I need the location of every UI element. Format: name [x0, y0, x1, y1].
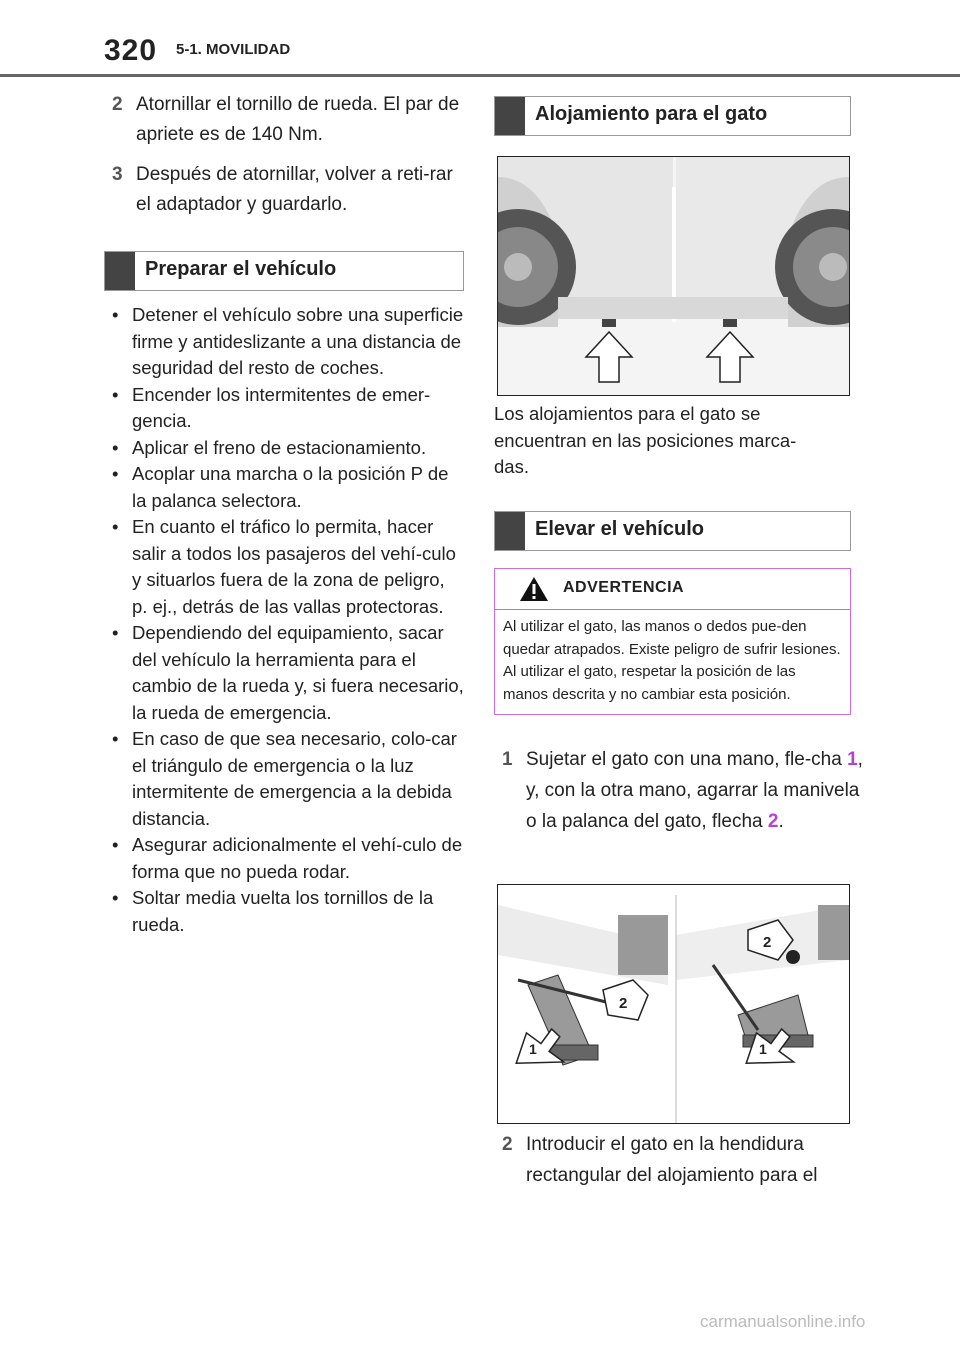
- step-text-part: , y, con la otra mano, agarrar la manivela o la palanca del gato, flecha: [526, 749, 863, 832]
- list-item: • Acoplar una marcha o la posición P de la palanca selectora.: [104, 461, 464, 514]
- left-column: [104, 90, 464, 230]
- list-item: • Soltar media vuelta los tornillos de la rueda.: [104, 885, 464, 938]
- heading-text: Preparar el vehículo: [145, 258, 337, 280]
- step-text: Introducir el gato en la hendidura rectangular del alojamiento para el: [526, 1134, 818, 1186]
- warning-text: Al utilizar el gato, las manos o dedos pue-den quedar atrapados. Existe peligro de sufrir lesiones. Al utilizar el gato, respetar la posición de las manos descrita y no cambiar esta posición.: [503, 618, 841, 703]
- bullet-list-container: [104, 302, 464, 938]
- heading-alojamiento-gato: [494, 96, 851, 136]
- step-text-part: .: [778, 811, 784, 832]
- step-2: [104, 90, 464, 150]
- step-number: 2: [112, 94, 123, 115]
- list-item: • Asegurar adicionalmente el vehí-culo de forma que no pueda rodar.: [104, 832, 464, 885]
- watermark: carmanualsonline.info: [700, 1312, 866, 1331]
- svg-text:1: 1: [529, 1041, 537, 1057]
- heading-text: Elevar el vehículo: [535, 518, 704, 540]
- list-item: • En caso de que sea necesario, colo-car el triángulo de emergencia o la luz intermitente de emergencia a la debida distancia.: [104, 726, 464, 832]
- car-side-illustration: [498, 157, 849, 395]
- step-text-part: Sujetar el gato con una mano, fle-cha: [526, 749, 848, 770]
- figure-jack-hold: [497, 884, 850, 1124]
- heading-bar: [495, 97, 525, 135]
- svg-text:2: 2: [619, 995, 628, 1012]
- heading-bar: [495, 512, 525, 550]
- warning-box: [494, 568, 851, 715]
- svg-text:2: 2: [763, 934, 772, 951]
- list-item: • Aplicar el freno de estacionamiento.: [104, 435, 464, 462]
- section-title: 5-1. MOVILIDAD: [176, 41, 291, 58]
- page-header: [0, 0, 960, 78]
- warning-header: [495, 569, 850, 610]
- step-1: [494, 744, 866, 837]
- jack-illustration: [498, 885, 849, 1123]
- step-text: Atornillar el tornillo de rueda. El par de apriete es de 140 Nm.: [136, 94, 460, 145]
- heading-text: Alojamiento para el gato: [535, 103, 768, 125]
- step-number: 2: [502, 1134, 513, 1155]
- heading-elevar-vehiculo: [494, 511, 851, 551]
- warning-icon: [519, 576, 549, 602]
- step-text: Después de atornillar, volver a reti-rar el adaptador y guardarlo.: [136, 164, 453, 215]
- list-item: • Detener el vehículo sobre una superficie firme y antideslizante a una distancia de seguridad del resto de coches.: [104, 302, 464, 382]
- figure-jack-points: [497, 156, 850, 396]
- svg-text:1: 1: [759, 1041, 767, 1057]
- step-number: 1: [502, 749, 513, 770]
- list-item: • Encender los intermitentes de emer-gencia.: [104, 382, 464, 435]
- callout-ref: 1: [847, 749, 858, 770]
- caption-jack-points: Los alojamientos para el gato se encuentran en las posiciones marca-das.: [494, 403, 797, 477]
- callout-ref: 2: [767, 811, 779, 832]
- list-item: • Dependiendo del equipamiento, sacar del vehículo la herramienta para el cambio de la rueda y, si fuera necesario, la rueda de emergencia.: [104, 620, 464, 726]
- step-2-right: [494, 1129, 866, 1191]
- list-item: • En cuanto el tráfico lo permita, hacer salir a todos los pasajeros del vehí-culo y situarlos fuera de la zona de peligro, p. ej., detrás de las vallas protectoras.: [104, 514, 464, 620]
- step-3: [104, 160, 464, 220]
- header-rule: [0, 74, 960, 77]
- heading-preparar-vehiculo: [104, 251, 464, 291]
- heading-bar: [105, 252, 135, 290]
- warning-label: ADVERTENCIA: [563, 579, 685, 596]
- step-number: 3: [112, 164, 123, 185]
- handle-grip-icon: [786, 950, 800, 964]
- bullet-list: [104, 302, 464, 938]
- page-number: 320: [104, 34, 158, 67]
